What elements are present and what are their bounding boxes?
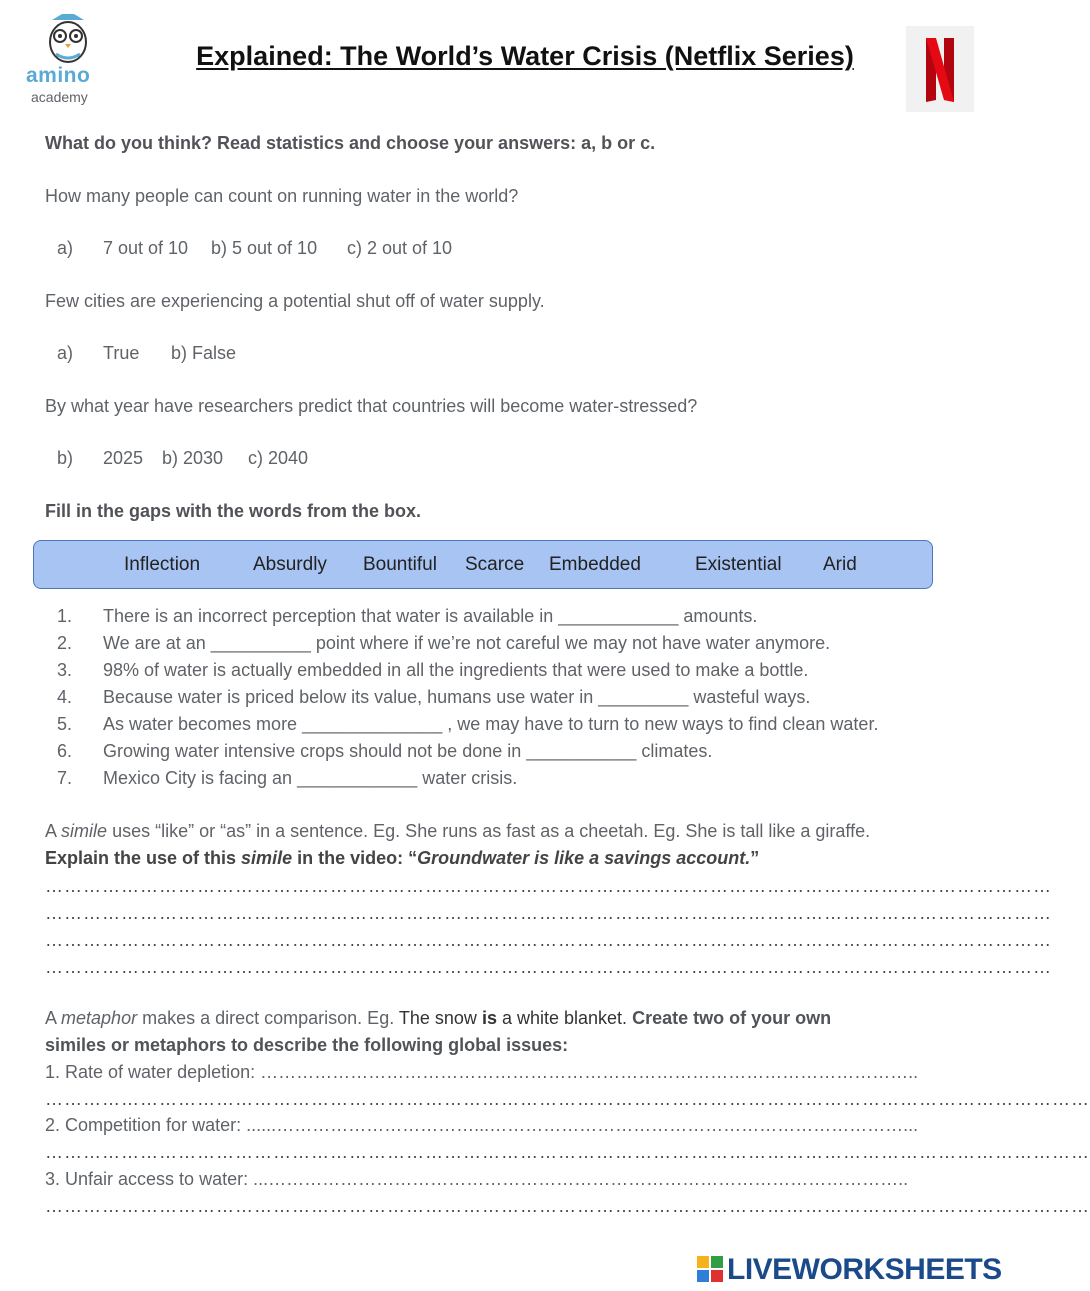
simile-text: A [45, 821, 57, 841]
simile-quote: Groundwater is like a savings account. [417, 848, 751, 868]
question-3-option-a[interactable]: 2025 [103, 448, 144, 468]
simile-definition [45, 821, 870, 842]
word-box [33, 540, 933, 589]
gap-sentence[interactable]: There is an incorrect perception that water is available in ____________ amounts. [103, 606, 758, 626]
metaphor-example-bold: is [481, 1008, 497, 1028]
gap-sentence[interactable]: Growing water intensive crops should not be done in ___________ climates. [103, 741, 713, 761]
global-issue-1[interactable]: 1. Rate of water depletion: ……………………………………………………………………………………………….. [45, 1062, 919, 1082]
gap-sentence-number: 2. [57, 633, 73, 653]
metaphor-definition [45, 1008, 831, 1029]
simile-question-text: ” [750, 848, 760, 868]
liveworksheets-wordmark: LIVEWORKSHEETS [727, 1253, 1002, 1286]
metaphor-term: metaphor [61, 1008, 138, 1028]
gap-sentence-number: 7. [57, 768, 73, 788]
word-box-item[interactable]: Existential [695, 554, 782, 575]
gap-sentence-number: 6. [57, 741, 73, 761]
question-2-option-a[interactable]: True [103, 343, 140, 363]
question-1-label: a) [57, 238, 74, 258]
simile-text: uses “like” or “as” in a sentence. Eg. She runs as fast as a cheetah. Eg. She is tall like a giraffe. [112, 821, 871, 841]
gap-sentence[interactable]: 98% of water is actually embedded in all the ingredients that were used to make a bottle. [103, 660, 809, 680]
word-box-item[interactable]: Absurdly [253, 554, 327, 575]
answer-line[interactable]: …………………………………………………………………………………………………………………………………………… [45, 903, 1052, 923]
owl-icon [18, 12, 118, 68]
question-1-option-a[interactable]: 7 out of 10 [103, 238, 189, 258]
netflix-logo [906, 26, 974, 112]
simile-question-text: Explain the use of this [45, 848, 237, 868]
gap-sentence-number: 1. [57, 606, 73, 626]
simile-question-text: in the video: “ [297, 848, 418, 868]
answer-line[interactable]: …………………………………………………………………………………………………………………………………………… [45, 957, 1052, 977]
question-2-prompt: Few cities are experiencing a potential shut off of water supply. [45, 291, 545, 311]
metaphor-text: makes a direct comparison. Eg. [142, 1008, 395, 1028]
brand-name: amino [26, 64, 91, 87]
metaphor-example: The snow [398, 1008, 477, 1028]
word-box-item[interactable]: Arid [823, 554, 857, 575]
page-title: Explained: The World’s Water Crisis (Netflix Series) [196, 41, 854, 71]
answer-line[interactable]: ………………………………………………………………………………………………………………………………………………… [45, 1142, 1090, 1162]
metaphor-task-continued: similes or metaphors to describe the following global issues: [45, 1035, 569, 1055]
question-3-option-c[interactable]: c) 2040 [248, 448, 309, 468]
brand-subtitle: academy [31, 89, 88, 105]
question-3-label: b) [57, 448, 74, 468]
word-box-item[interactable]: Embedded [549, 554, 641, 575]
question-1-prompt: How many people can count on running water in the world? [45, 186, 519, 206]
metaphor-text: A [45, 1008, 57, 1028]
word-box-item[interactable]: Bountiful [363, 554, 437, 575]
liveworksheets-squares-icon [697, 1256, 723, 1284]
answer-line[interactable]: …………………………………………………………………………………………………………………………………………… [45, 876, 1052, 896]
answer-line[interactable]: ………………………………………………………………………………………………………………………………………………… [45, 1196, 1090, 1216]
question-2-option-b[interactable]: b) False [171, 343, 237, 363]
simile-term: simile [61, 821, 108, 841]
simile-question-term: simile [241, 848, 293, 868]
question-1-option-b[interactable]: b) 5 out of 10 [211, 238, 318, 258]
amino-academy-logo [18, 12, 118, 108]
gap-sentence-number: 5. [57, 714, 73, 734]
question-3-option-b[interactable]: b) 2030 [162, 448, 224, 468]
global-issue-3[interactable]: 3. Unfair access to water: ...…………………………………………………………………………………………….. [45, 1169, 909, 1189]
answer-line[interactable]: ………………………………………………………………………………………………………………………………………………… [45, 1089, 1090, 1109]
answer-line[interactable]: …………………………………………………………………………………………………………………………………………… [45, 930, 1052, 950]
metaphor-task: Create two of your own [632, 1008, 832, 1028]
gap-sentence-number: 3. [57, 660, 73, 680]
gap-sentence[interactable]: We are at an __________ point where if we’re not careful we may not have water anymore. [103, 633, 831, 653]
question-3-prompt: By what year have researchers predict that countries will become water-stressed? [45, 396, 698, 416]
intro-instruction: What do you think? Read statistics and choose your answers: a, b or c. [45, 133, 656, 153]
global-issue-2[interactable]: 2. Competition for water: ......……………………………...……………………………………………………………... [45, 1115, 919, 1135]
netflix-n-icon [906, 26, 974, 112]
word-box-item[interactable]: Inflection [124, 554, 201, 575]
gap-sentence[interactable]: As water becomes more ______________ , we may have to turn to new ways to find clean water. [103, 714, 879, 734]
word-box-item[interactable]: Scarce [465, 554, 525, 575]
fill-heading: Fill in the gaps with the words from the box. [45, 501, 422, 521]
simile-question [45, 848, 759, 869]
gap-sentence-number: 4. [57, 687, 73, 707]
question-2-label: a) [57, 343, 74, 363]
gap-sentence[interactable]: Because water is priced below its value, humans use water in _________ wasteful ways. [103, 687, 811, 707]
gap-sentence[interactable]: Mexico City is facing an ____________ water crisis. [103, 768, 518, 788]
metaphor-example: a white blanket. [501, 1008, 628, 1028]
question-1-option-c[interactable]: c) 2 out of 10 [347, 238, 453, 258]
